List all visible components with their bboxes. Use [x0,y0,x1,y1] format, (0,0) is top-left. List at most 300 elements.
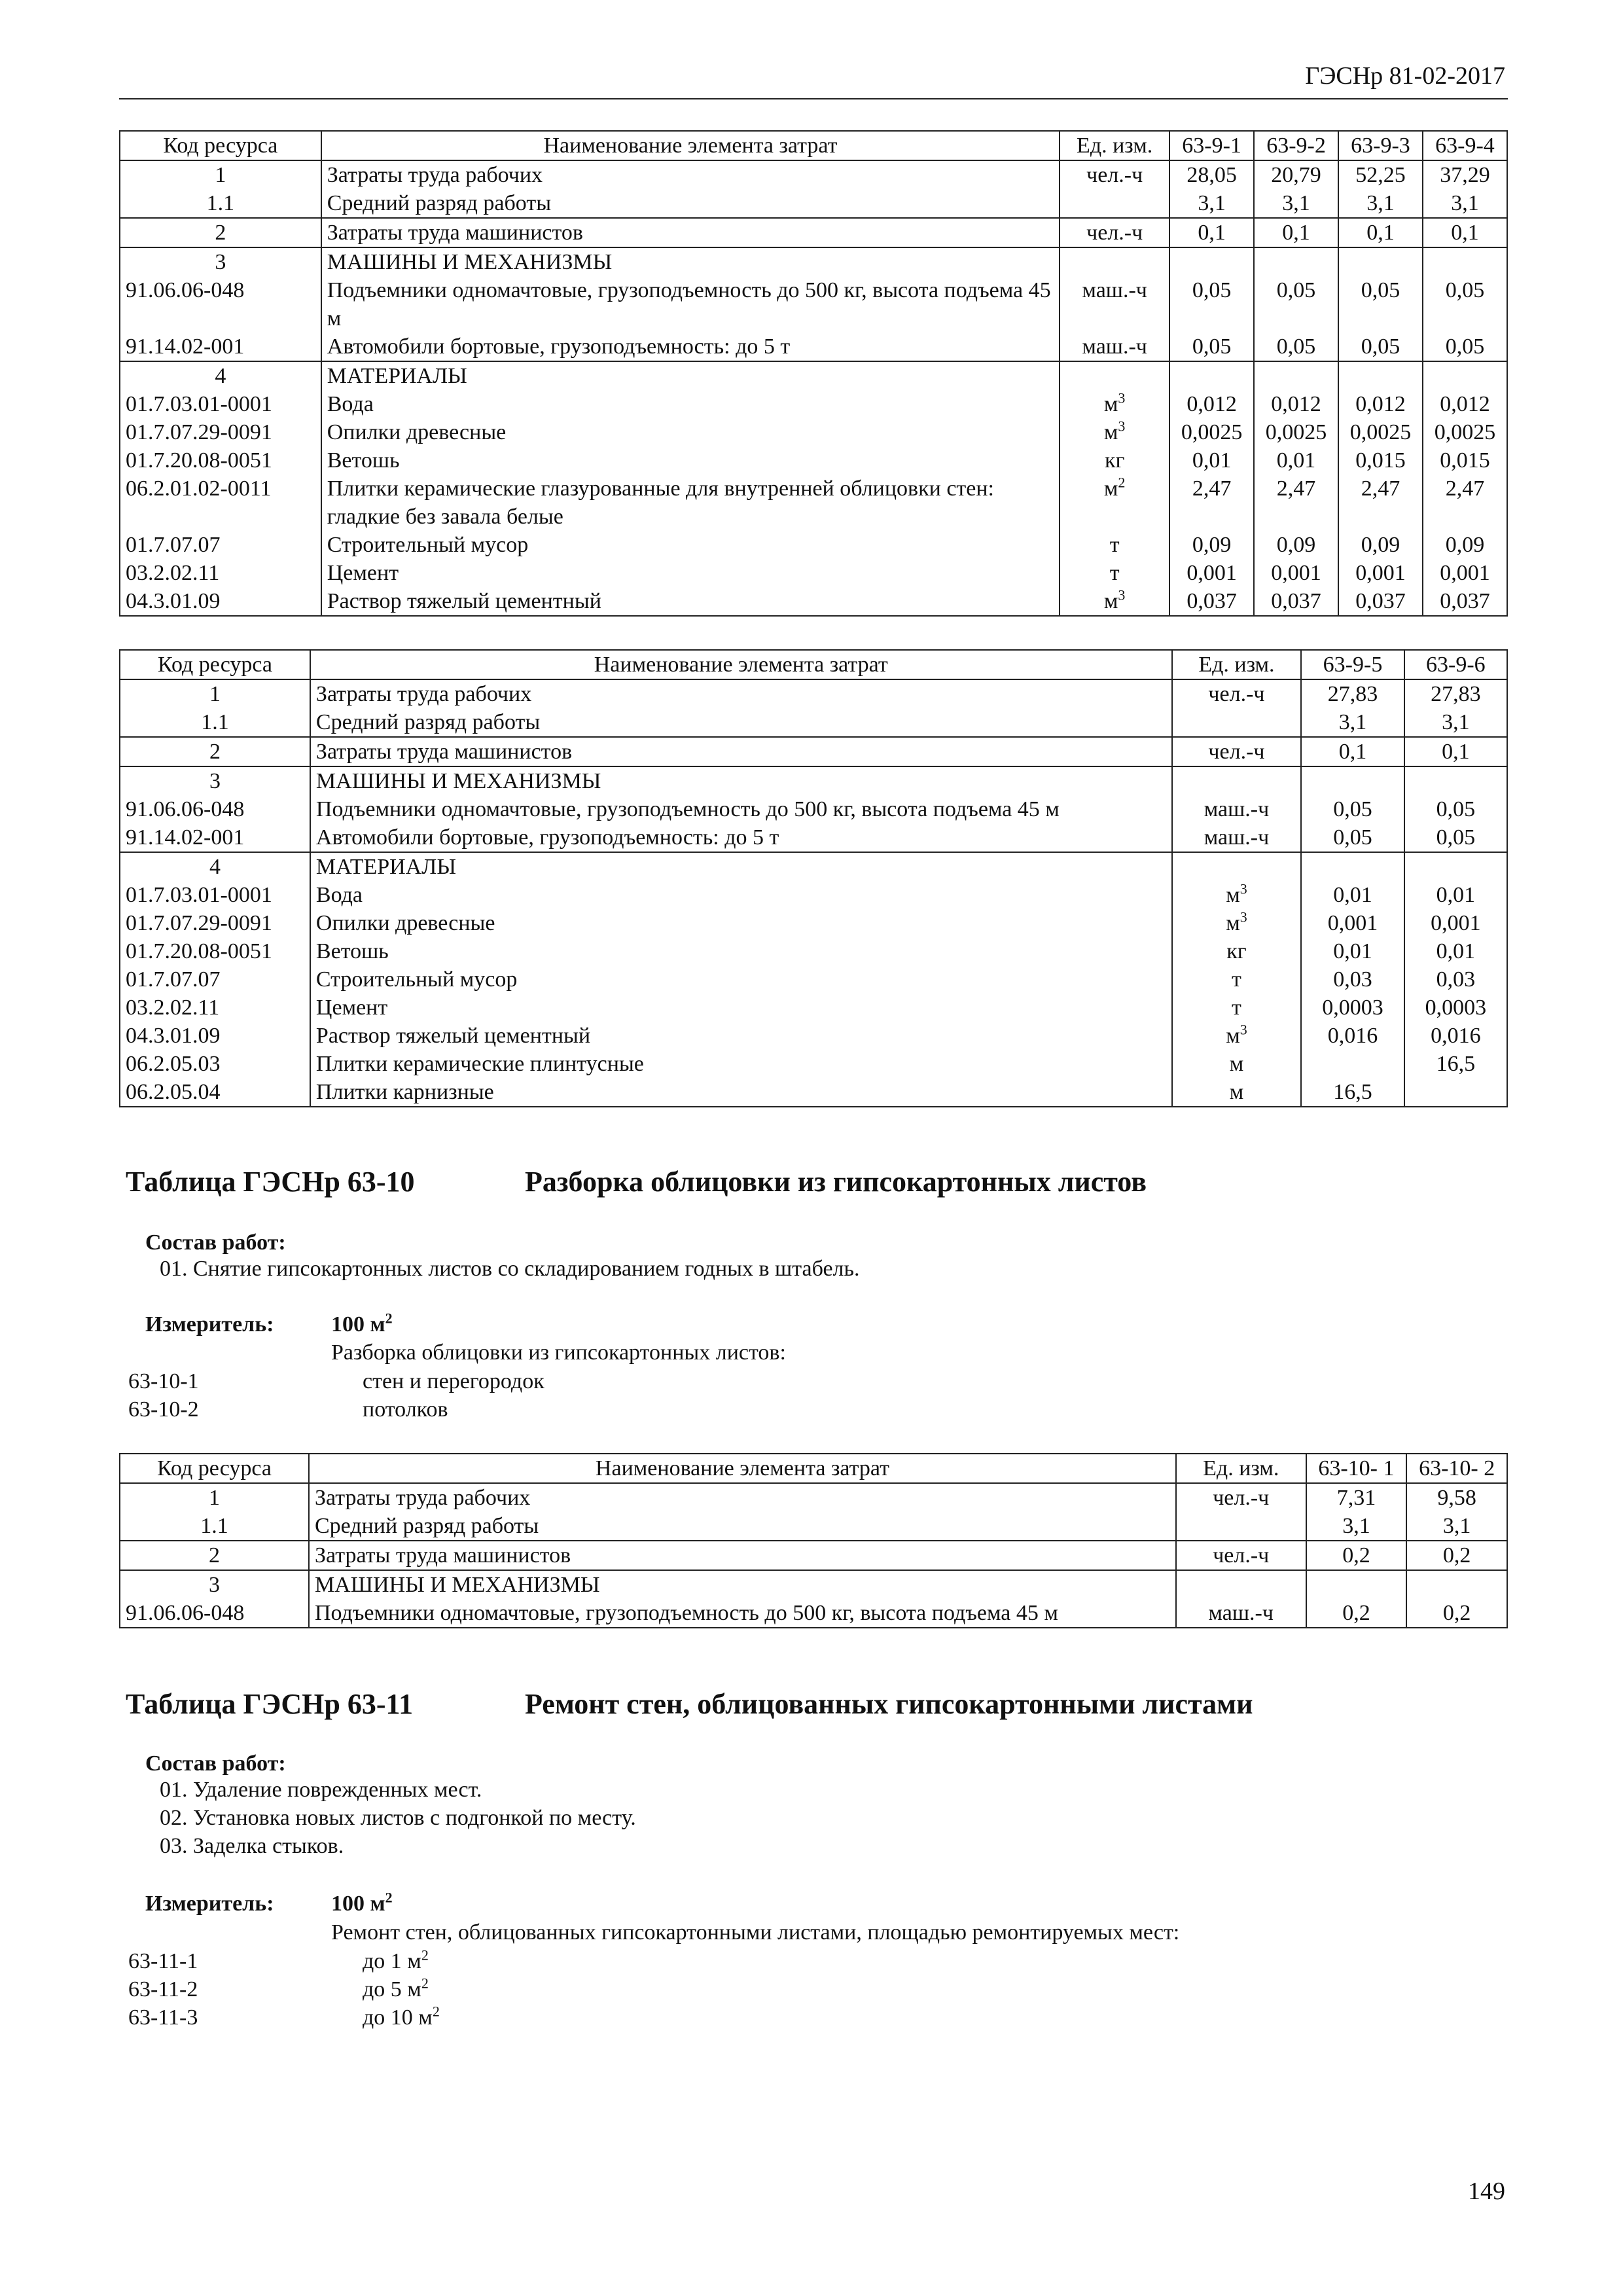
norm-value: 0,2 [1306,1599,1407,1628]
norm-value [1406,1570,1507,1599]
unit: м [1172,1078,1302,1107]
table-row [120,361,1507,390]
norm-value [1423,361,1507,390]
resource-name: Автомобили бортовые, грузоподъемность: до 5 т [310,823,1172,852]
norm-value: 0,012 [1338,390,1423,418]
table-header-row [120,1454,1507,1483]
resource-name: Строительный мусор [310,965,1172,994]
unit: м [1172,1050,1302,1078]
table-row [120,587,1507,616]
norm-value: 0,05 [1338,332,1423,361]
norm-value: 27,83 [1404,679,1507,708]
norm-value: 3,1 [1169,189,1254,218]
unit [1060,361,1169,390]
unit [1172,766,1302,795]
resource-name: Раствор тяжелый цементный [310,1022,1172,1050]
table-row [120,531,1507,559]
table-row [120,795,1507,823]
unit [1176,1570,1306,1599]
table-row [120,766,1507,795]
resource-code: 91.06.06-048 [120,795,310,823]
norm-value [1254,361,1338,390]
norm-value [1301,766,1404,795]
table-row [120,881,1507,909]
meter-value: 100 $м^2$ [331,1310,393,1336]
table-row [120,276,1507,332]
table-header-row [120,650,1507,679]
norm-value [1301,1050,1404,1078]
item-text: до 5 $м^2$ [363,1975,429,2001]
norm-value [1404,1078,1507,1107]
norm-value: 0,2 [1406,1599,1507,1628]
norm-value: 0,001 [1404,909,1507,937]
norm-value: 0,09 [1254,531,1338,559]
resource-name: Ветошь [321,446,1060,475]
unit: кг [1172,937,1302,965]
resource-name: Опилки древесные [321,418,1060,446]
table-title: Ремонт стен, облицованных гипсокартонными листами [525,1688,1253,1720]
resource-code: 91.06.06-048 [120,276,321,332]
unit [1060,390,1169,418]
norm-value [1338,361,1423,390]
unit-base: м [1226,911,1240,935]
norm-value: 52,25 [1338,160,1423,189]
norm-value [1169,247,1254,276]
resource-code: 1 [120,1483,309,1512]
table-row [120,737,1507,766]
norm-value: 0,05 [1338,276,1423,332]
resource-name: Подъемники одномачтовые, грузоподъемность до 500 кг, высота подъема 45 м [309,1599,1176,1628]
item-code: 63-11-3 [128,2005,198,2030]
resource-code: 04.3.01.09 [120,1022,310,1050]
resource-code: 06.2.05.03 [120,1050,310,1078]
table-label: Таблица ГЭСНр 63-10 [126,1166,415,1198]
resource-code: 91.14.02-001 [120,332,321,361]
unit: чел.-ч [1176,1483,1306,1512]
table-row [120,1599,1507,1628]
table-row [120,909,1507,937]
item-code: 63-10-2 [128,1397,199,1422]
resource-name: МАТЕРИАЛЫ [321,361,1060,390]
table-row [120,937,1507,965]
meter-description: Ремонт стен, облицованных гипсокартонными листами, площадью ремонтируемых мест: [331,1920,1180,1945]
norm-value: 0,05 [1169,332,1254,361]
resource-code: 1.1 [120,708,310,737]
norm-value: 0,05 [1423,332,1507,361]
resource-name: Строительный мусор [321,531,1060,559]
norm-value: 0,0003 [1404,994,1507,1022]
norm-value [1404,852,1507,881]
unit: чел.-ч [1060,160,1169,189]
resource-code: 4 [120,361,321,390]
unit: т [1060,531,1169,559]
norm-value: 0,05 [1301,795,1404,823]
unit-exponent: 3 [1118,389,1126,406]
norm-value: 0,05 [1423,276,1507,332]
resource-name: Плитки карнизные [310,1078,1172,1107]
resource-name: Опилки древесные [310,909,1172,937]
resource-name: Затраты труда рабочих [309,1483,1176,1512]
unit [1060,189,1169,218]
work-composition-label: Состав работ: [145,1751,286,1776]
item-code: 63-11-1 [128,1949,198,1973]
table-row [120,247,1507,276]
norm-value: 0,05 [1404,795,1507,823]
table-row [120,994,1507,1022]
resource-name: Затраты труда машинистов [321,218,1060,247]
norm-value: 0,001 [1301,909,1404,937]
resource-name: Ветошь [310,937,1172,965]
work-item: 01. Снятие гипсокартонных листов со складированием годных в штабель. [160,1257,860,1281]
norm-value: 3,1 [1254,189,1338,218]
unit [1172,1022,1302,1050]
norm-value: 0,0025 [1423,418,1507,446]
norm-value: 3,1 [1406,1512,1507,1541]
norm-value: 0,01 [1169,446,1254,475]
resource-name: МАШИНЫ И МЕХАНИЗМЫ [309,1570,1176,1599]
norm-value: 0,0025 [1338,418,1423,446]
work-item: 03. Заделка стыков. [160,1834,344,1858]
resource-name: Затраты труда машинистов [309,1541,1176,1570]
unit-base: м [1226,883,1240,907]
norm-value: 0,001 [1254,559,1338,587]
column-header: 63-9-3 [1338,131,1423,160]
norm-value: 0,05 [1254,332,1338,361]
item-code: 63-11-2 [128,1977,198,2001]
table-row [120,1541,1507,1570]
item-text: стен и перегородок [363,1369,544,1393]
resource-code: 01.7.20.08-0051 [120,937,310,965]
norm-value: 0,05 [1169,276,1254,332]
table-row [120,1022,1507,1050]
norm-value: 0,001 [1423,559,1507,587]
norm-value: 0,01 [1301,881,1404,909]
norm-value: 0,1 [1338,218,1423,247]
table-row [120,965,1507,994]
column-header: 63-10- 2 [1406,1454,1507,1483]
resource-code: 03.2.02.11 [120,994,310,1022]
resource-name: Затраты труда рабочих [321,160,1060,189]
table-header-row [120,131,1507,160]
norm-value: 2,47 [1254,475,1338,531]
column-header: Код ресурса [120,1454,309,1483]
norm-value: 0,2 [1406,1541,1507,1570]
unit-exponent: 3 [1118,586,1126,603]
column-header: 63-9-2 [1254,131,1338,160]
norm-value: 9,58 [1406,1483,1507,1512]
meter-value: 100 $м^2$ [331,1889,393,1916]
resource-name: Подъемники одномачтовые, грузоподъемность до 500 кг, высота подъема 45 м [310,795,1172,823]
resource-name: Средний разряд работы [309,1512,1176,1541]
norm-value: 2,47 [1423,475,1507,531]
norm-value: 0,01 [1301,937,1404,965]
resource-name: Средний разряд работы [321,189,1060,218]
resource-code: 1.1 [120,1512,309,1541]
unit [1060,587,1169,616]
norm-value: 0,05 [1254,276,1338,332]
norm-value: 27,83 [1301,679,1404,708]
unit-base: м [1103,476,1118,501]
norm-value: 0,012 [1169,390,1254,418]
norm-value: 37,29 [1423,160,1507,189]
norm-value: 0,01 [1254,446,1338,475]
resource-code: 06.2.05.04 [120,1078,310,1107]
norm-value: 0,1 [1404,737,1507,766]
norm-value: 0,015 [1338,446,1423,475]
column-header: Код ресурса [120,650,310,679]
table-row [120,1483,1507,1512]
unit-exponent: 3 [1118,418,1126,435]
norm-value: 3,1 [1338,189,1423,218]
norm-value: 0,015 [1423,446,1507,475]
resource-code: 2 [120,218,321,247]
resource-name: МАШИНЫ И МЕХАНИЗМЫ [321,247,1060,276]
column-header: 63-9-4 [1423,131,1507,160]
resource-code: 01.7.03.01-0001 [120,390,321,418]
table-row [120,1078,1507,1107]
unit [1172,881,1302,909]
column-header: Ед. изм. [1172,650,1302,679]
column-header: 63-9-5 [1301,650,1404,679]
resource-code: 01.7.07.29-0091 [120,909,310,937]
resource-name: Плитки керамические плинтусные [310,1050,1172,1078]
header-rule [119,98,1508,99]
unit-exponent: 3 [1240,1021,1247,1038]
resource-name: Цемент [321,559,1060,587]
table-row [120,332,1507,361]
unit-exponent: 3 [1240,880,1247,897]
norm-value: 0,016 [1404,1022,1507,1050]
norm-value: 3,1 [1301,708,1404,737]
norm-value: 0,001 [1338,559,1423,587]
unit [1172,852,1302,881]
norm-value: 2,47 [1338,475,1423,531]
work-composition-label: Состав работ: [145,1230,286,1255]
unit: чел.-ч [1060,218,1169,247]
norm-value: 0,03 [1301,965,1404,994]
column-header: Наименование элемента затрат [310,650,1172,679]
norm-value: 0,037 [1254,587,1338,616]
meter-description: Разборка облицовки из гипсокартонных листов: [331,1340,786,1365]
unit [1060,247,1169,276]
resource-code: 1.1 [120,189,321,218]
norm-value: 0,05 [1301,823,1404,852]
resource-name: Плитки керамические глазурованные для внутренней облицовки стен: гладкие без завала белые [321,475,1060,531]
unit-exponent: 2 [1118,474,1126,491]
unit [1060,475,1169,531]
unit [1060,418,1169,446]
norm-value: 3,1 [1404,708,1507,737]
section-63-11-title [126,1687,1253,1721]
table-row [120,1570,1507,1599]
column-header: Ед. изм. [1176,1454,1306,1483]
norm-value: 0,001 [1169,559,1254,587]
resource-name: Автомобили бортовые, грузоподъемность: до 5 т [321,332,1060,361]
table-row [120,559,1507,587]
resource-name: МАТЕРИАЛЫ [310,852,1172,881]
table-row [120,446,1507,475]
work-item: 01. Удаление поврежденных мест. [160,1778,482,1802]
resource-code: 3 [120,247,321,276]
norm-value: 7,31 [1306,1483,1407,1512]
resource-code: 3 [120,1570,309,1599]
norm-value: 0,09 [1338,531,1423,559]
norm-value [1169,361,1254,390]
norm-value: 3,1 [1423,189,1507,218]
norm-value: 0,012 [1423,390,1507,418]
unit [1172,708,1302,737]
resource-name: Затраты труда рабочих [310,679,1172,708]
unit-base: м [1103,420,1118,444]
unit: маш.-ч [1176,1599,1306,1628]
table-row [120,418,1507,446]
norm-value: 0,05 [1404,823,1507,852]
meter-label: Измеритель: [145,1892,274,1916]
norm-value: 0,1 [1254,218,1338,247]
unit: маш.-ч [1172,823,1302,852]
norm-value: 20,79 [1254,160,1338,189]
meter-label: Измеритель: [145,1312,274,1336]
norm-value: 0,03 [1404,965,1507,994]
unit: чел.-ч [1176,1541,1306,1570]
document-code: ГЭСНр 81-02-2017 [1305,62,1505,90]
norm-value: 28,05 [1169,160,1254,189]
norm-value: 0,09 [1169,531,1254,559]
item-text: потолков [363,1397,448,1422]
unit [1172,909,1302,937]
column-header: Наименование элемента затрат [321,131,1060,160]
norm-value: 3,1 [1306,1512,1407,1541]
table-row [120,708,1507,737]
resource-code: 01.7.07.07 [120,531,321,559]
item-code: 63-10-1 [128,1369,199,1393]
unit: кг [1060,446,1169,475]
unit-base: м [1103,589,1118,613]
table-row [120,679,1507,708]
resource-code: 91.06.06-048 [120,1599,309,1628]
norm-value [1423,247,1507,276]
norm-value: 0,2 [1306,1541,1407,1570]
resource-code: 91.14.02-001 [120,823,310,852]
resource-name: МАШИНЫ И МЕХАНИЗМЫ [310,766,1172,795]
resource-code: 4 [120,852,310,881]
table-row [120,1512,1507,1541]
resource-name: Подъемники одномачтовые, грузоподъемность до 500 кг, высота подъема 45 м [321,276,1060,332]
resource-name: Цемент [310,994,1172,1022]
table-row [120,852,1507,881]
resource-name: Раствор тяжелый цементный [321,587,1060,616]
norm-value: 0,037 [1423,587,1507,616]
unit: т [1172,994,1302,1022]
norm-value: 0,037 [1338,587,1423,616]
table-row [120,160,1507,189]
column-header: Код ресурса [120,131,321,160]
column-header: Наименование элемента затрат [309,1454,1176,1483]
norm-value: 0,0003 [1301,994,1404,1022]
norm-value: 0,0025 [1254,418,1338,446]
norm-value: 0,016 [1301,1022,1404,1050]
unit: т [1172,965,1302,994]
norm-value: 0,1 [1423,218,1507,247]
section-63-10-title [126,1165,1147,1198]
table-row [120,218,1507,247]
norm-value: 0,1 [1169,218,1254,247]
norm-value: 0,09 [1423,531,1507,559]
page-number: 149 [1468,2178,1505,2205]
norm-value: 0,01 [1404,881,1507,909]
resource-code: 06.2.01.02-0011 [120,475,321,531]
item-text: до 1 $м^2$ [363,1946,429,1973]
work-item: 02. Установка новых листов с подгонкой по месту. [160,1806,636,1830]
resource-code: 2 [120,737,310,766]
unit-base: м [1103,392,1118,416]
norm-value: 0,1 [1301,737,1404,766]
resource-name: Вода [321,390,1060,418]
norm-value [1254,247,1338,276]
norm-value: 0,01 [1404,937,1507,965]
resource-table-63-9-5-6 [119,649,1508,1107]
norm-value [1404,766,1507,795]
table-row [120,390,1507,418]
unit-base: м [1226,1024,1240,1048]
resource-table-63-9-1-4 [119,130,1508,617]
item-text: до 10 $м^2$ [363,2003,440,2030]
column-header: 63-10- 1 [1306,1454,1407,1483]
unit: чел.-ч [1172,737,1302,766]
table-label: Таблица ГЭСНр 63-11 [126,1688,414,1720]
norm-value: 0,012 [1254,390,1338,418]
norm-value: 16,5 [1301,1078,1404,1107]
table-row [120,1050,1507,1078]
column-header: 63-9-1 [1169,131,1254,160]
resource-code: 01.7.20.08-0051 [120,446,321,475]
resource-code: 3 [120,766,310,795]
resource-code: 01.7.07.29-0091 [120,418,321,446]
table-title: Разборка облицовки из гипсокартонных листов [525,1166,1147,1198]
norm-value: 16,5 [1404,1050,1507,1078]
resource-code: 1 [120,160,321,189]
table-row [120,823,1507,852]
resource-code: 01.7.07.07 [120,965,310,994]
resource-code: 03.2.02.11 [120,559,321,587]
resource-name: Средний разряд работы [310,708,1172,737]
resource-code: 04.3.01.09 [120,587,321,616]
resource-name: Затраты труда машинистов [310,737,1172,766]
table-row [120,189,1507,218]
unit: чел.-ч [1172,679,1302,708]
unit [1176,1512,1306,1541]
column-header: 63-9-6 [1404,650,1507,679]
norm-value: 0,037 [1169,587,1254,616]
resource-code: 1 [120,679,310,708]
column-header: Ед. изм. [1060,131,1169,160]
resource-table-63-10 [119,1453,1508,1628]
resource-name: Вода [310,881,1172,909]
norm-value: 0,0025 [1169,418,1254,446]
norm-value [1301,852,1404,881]
norm-value: 2,47 [1169,475,1254,531]
norm-value [1306,1570,1407,1599]
norm-value [1338,247,1423,276]
unit-exponent: 3 [1240,908,1247,925]
resource-code: 2 [120,1541,309,1570]
unit: т [1060,559,1169,587]
unit: маш.-ч [1172,795,1302,823]
table-row [120,475,1507,531]
resource-code: 01.7.03.01-0001 [120,881,310,909]
unit: маш.-ч [1060,332,1169,361]
unit: маш.-ч [1060,276,1169,332]
